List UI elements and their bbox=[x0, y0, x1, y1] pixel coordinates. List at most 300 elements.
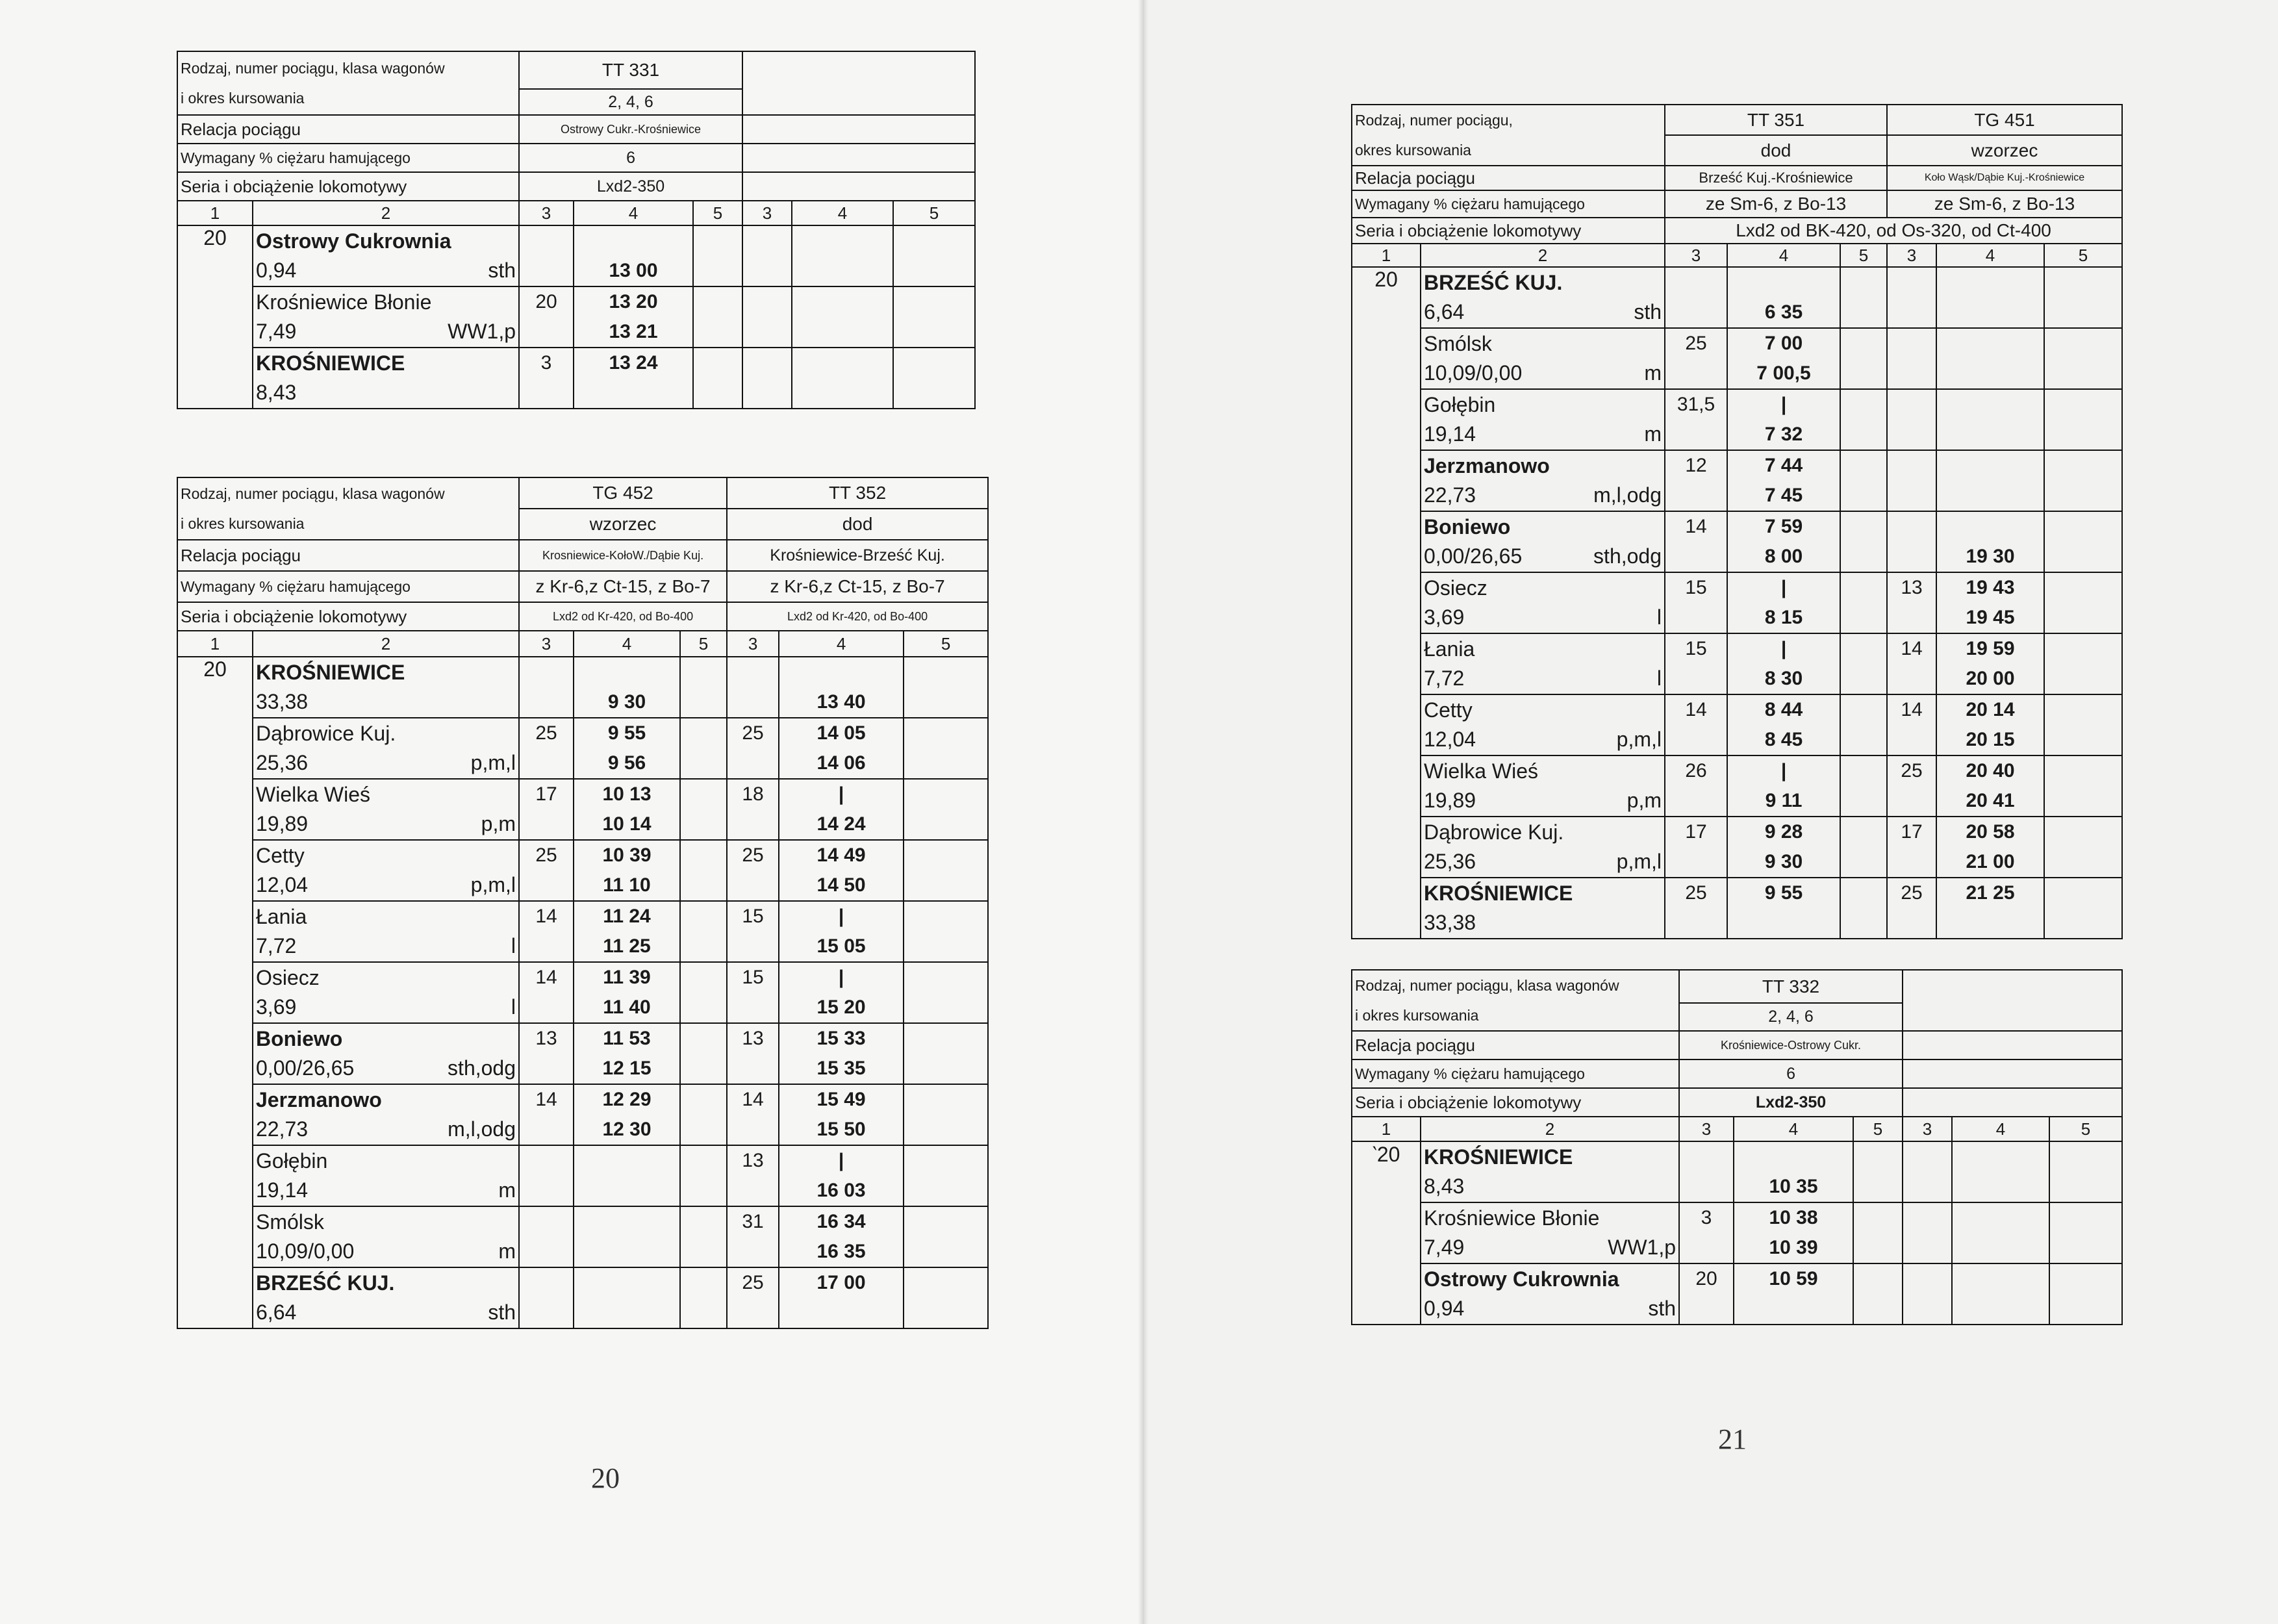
train-number-b: TT 352 bbox=[727, 477, 988, 509]
speed-value: 15 bbox=[1685, 638, 1707, 659]
arrival-time: 21 25 bbox=[1966, 882, 2015, 904]
col-number: 5 bbox=[893, 201, 975, 225]
arrival-time: 10 39 bbox=[602, 844, 652, 866]
station-km: 6,64 bbox=[256, 1300, 297, 1324]
arrival-time: 15 49 bbox=[816, 1089, 866, 1110]
speed-value: 3 bbox=[1701, 1207, 1712, 1228]
time-cell bbox=[574, 962, 680, 1023]
station-km: 19,14 bbox=[1424, 422, 1476, 446]
table-row bbox=[1352, 328, 2122, 389]
departure-time: 14 06 bbox=[816, 752, 866, 774]
time-cell bbox=[1936, 511, 2044, 572]
col-number: 3 bbox=[1887, 244, 1936, 267]
empty-col5 bbox=[680, 718, 727, 779]
speed-cell bbox=[1887, 267, 1936, 328]
departure-time: 20 41 bbox=[1966, 790, 2015, 811]
speed-value bbox=[730, 657, 776, 687]
station-cell bbox=[1421, 1141, 1679, 1202]
col-number: 3 bbox=[519, 631, 574, 657]
table-row bbox=[1352, 817, 2122, 878]
speed-value bbox=[1890, 329, 1933, 359]
arrival-time: 7 00 bbox=[1764, 333, 1803, 354]
station-km-line bbox=[1424, 846, 1662, 876]
departure-time: 8 00 bbox=[1764, 546, 1803, 567]
empty-col5 bbox=[1840, 511, 1887, 572]
time-cell bbox=[779, 779, 904, 840]
station-code: p,m bbox=[481, 812, 516, 835]
empty-col5 bbox=[904, 779, 988, 840]
station-km: 19,89 bbox=[256, 812, 309, 835]
empty-cell bbox=[893, 286, 975, 348]
station-name: Dąbrowice Kuj. bbox=[1424, 820, 1564, 844]
empty-col5 bbox=[1840, 694, 1887, 755]
empty-cell bbox=[792, 286, 893, 348]
departure-time: 8 45 bbox=[1764, 729, 1803, 750]
arrival-time: 20 40 bbox=[1966, 760, 2015, 781]
station-km-line bbox=[1424, 541, 1662, 571]
time-cell bbox=[574, 348, 693, 409]
speed-value bbox=[1890, 268, 1933, 298]
speed-value bbox=[1890, 512, 1933, 542]
time-cell bbox=[779, 718, 904, 779]
speed-value: 13 bbox=[742, 1028, 764, 1049]
arrival-time: 9 55 bbox=[1764, 882, 1803, 904]
station-km: 19,89 bbox=[1424, 789, 1476, 812]
speed-value: 12 bbox=[1685, 455, 1707, 476]
col-number: 2 bbox=[253, 631, 519, 657]
empty-cell bbox=[742, 115, 975, 144]
departure-time: 7 32 bbox=[1764, 424, 1803, 445]
arrival-time: 8 44 bbox=[1764, 699, 1803, 720]
station-name: Gołębin bbox=[256, 1149, 328, 1173]
time-cell bbox=[574, 1267, 680, 1328]
station-km-line bbox=[256, 809, 516, 839]
station-cell bbox=[253, 1145, 519, 1206]
time-cell bbox=[574, 840, 680, 901]
departure-time: 13 00 bbox=[609, 260, 658, 281]
train-brake-a: z Kr-6,z Ct-15, z Bo-7 bbox=[519, 571, 727, 602]
departure-time: 7 45 bbox=[1764, 485, 1803, 506]
departure-time: 9 30 bbox=[1764, 851, 1803, 872]
station-km-line bbox=[256, 1236, 516, 1266]
arrival-time: 15 33 bbox=[816, 1028, 866, 1049]
station-km-line bbox=[256, 1114, 516, 1144]
arrival-time: 11 53 bbox=[603, 1028, 651, 1049]
station-name: Smólsk bbox=[256, 1210, 324, 1234]
empty-col5 bbox=[2044, 694, 2122, 755]
table-row bbox=[1352, 755, 2122, 817]
station-km-line bbox=[256, 255, 516, 285]
empty-col5 bbox=[693, 225, 742, 286]
departure-time: 15 35 bbox=[816, 1058, 866, 1079]
header-brake-label: Wymagany % ciężaru hamującego bbox=[177, 144, 519, 172]
empty-col5 bbox=[904, 1023, 988, 1084]
table-row bbox=[177, 225, 975, 286]
time-cell bbox=[1727, 633, 1840, 694]
time-cell bbox=[779, 901, 904, 962]
time-cell bbox=[574, 779, 680, 840]
station-km: 12,04 bbox=[1424, 728, 1476, 751]
station-name: BRZEŚĆ KUJ. bbox=[1424, 271, 1563, 294]
departure-time: 19 45 bbox=[1966, 607, 2015, 628]
station-name: Jerzmanowo bbox=[1424, 454, 1550, 477]
speed-value: 25 bbox=[742, 1272, 764, 1293]
departure-time: 14 50 bbox=[816, 874, 866, 896]
station-km: 19,14 bbox=[256, 1178, 309, 1202]
col-number: 4 bbox=[1734, 1117, 1853, 1141]
station-name: Wielka Wieś bbox=[1424, 759, 1539, 783]
station-code: sth,odg bbox=[1593, 544, 1662, 568]
speed-cell bbox=[1665, 817, 1727, 878]
timetable-tt331 bbox=[177, 51, 976, 409]
km-group: 20 bbox=[177, 657, 253, 1328]
arrival-time: 14 49 bbox=[816, 844, 866, 866]
table-row bbox=[177, 840, 988, 901]
empty-cell bbox=[742, 144, 975, 172]
header-relation-label: Relacja pociągu bbox=[1352, 166, 1665, 190]
station-code: p,m,l bbox=[1616, 728, 1662, 751]
speed-cell bbox=[519, 718, 574, 779]
speed-value bbox=[1682, 1142, 1730, 1172]
time-cell bbox=[574, 1145, 680, 1206]
speed-value: 14 bbox=[1685, 516, 1707, 537]
speed-value: 13 bbox=[1901, 577, 1923, 598]
speed-cell bbox=[727, 1145, 779, 1206]
train-number-a: TG 452 bbox=[519, 477, 727, 509]
train-loco: Lxd2 od BK-420, od Os-320, od Ct-400 bbox=[1665, 218, 2122, 244]
arrival-time: 11 39 bbox=[603, 967, 651, 988]
speed-cell bbox=[519, 901, 574, 962]
page-number-left: 20 bbox=[591, 1462, 620, 1494]
station-name: KROŚNIEWICE bbox=[1424, 1145, 1573, 1169]
station-km-line bbox=[1424, 907, 1662, 937]
empty-col5 bbox=[1853, 1263, 1903, 1325]
arrival-time: 17 00 bbox=[816, 1272, 866, 1293]
time-cell bbox=[574, 1206, 680, 1267]
station-name: Łania bbox=[1424, 637, 1475, 661]
empty-cell bbox=[742, 286, 792, 348]
speed-cell bbox=[1665, 511, 1727, 572]
departure-time: 14 24 bbox=[816, 813, 866, 835]
empty-cell bbox=[1903, 1141, 1952, 1202]
speed-cell bbox=[519, 1084, 574, 1145]
departure-time bbox=[1737, 1294, 1850, 1324]
col-number: 4 bbox=[779, 631, 904, 657]
station-cell bbox=[1421, 328, 1665, 389]
empty-col5 bbox=[680, 1145, 727, 1206]
station-km: 25,36 bbox=[1424, 850, 1476, 873]
station-km: 22,73 bbox=[1424, 483, 1476, 507]
km-group: 20 bbox=[177, 225, 253, 409]
station-cell bbox=[253, 657, 519, 718]
station-code: m bbox=[1644, 422, 1662, 446]
time-cell bbox=[779, 962, 904, 1023]
arrival-time: 12 29 bbox=[602, 1089, 652, 1110]
speed-cell bbox=[519, 962, 574, 1023]
header-relation-label: Relacja pociągu bbox=[177, 115, 519, 144]
station-km: 33,38 bbox=[1424, 911, 1476, 934]
station-cell bbox=[253, 901, 519, 962]
time-cell bbox=[1936, 878, 2044, 939]
arrival-time bbox=[1940, 512, 2041, 542]
empty-col5 bbox=[1840, 389, 1887, 450]
speed-cell bbox=[1887, 511, 1936, 572]
time-cell bbox=[1734, 1263, 1853, 1325]
speed-cell bbox=[1679, 1263, 1734, 1325]
empty-col5 bbox=[904, 962, 988, 1023]
speed-cell bbox=[1887, 817, 1936, 878]
speed-value bbox=[1890, 451, 1933, 481]
time-cell bbox=[1936, 572, 2044, 633]
empty-col5 bbox=[1840, 267, 1887, 328]
train-period: 2, 4, 6 bbox=[1679, 1003, 1903, 1031]
time-cell bbox=[1727, 389, 1840, 450]
speed-value: 13 bbox=[742, 1150, 764, 1171]
speed-cell bbox=[1665, 694, 1727, 755]
col-number: 4 bbox=[1952, 1117, 2049, 1141]
arrival-time: | bbox=[1780, 760, 1787, 781]
speed-value: 14 bbox=[1901, 638, 1923, 659]
station-km: 7,72 bbox=[1424, 666, 1465, 690]
empty-cell bbox=[1903, 1059, 2122, 1088]
timetable-tg452-tt352 bbox=[177, 477, 989, 1329]
station-cell bbox=[253, 718, 519, 779]
empty-col5 bbox=[904, 901, 988, 962]
station-cell bbox=[1421, 511, 1665, 572]
departure-time bbox=[782, 1298, 900, 1328]
train-relation-b: Koło Wąsk/Dąbie Kuj.-Krośniewice bbox=[1887, 166, 2122, 190]
station-cell bbox=[1421, 572, 1665, 633]
empty-cell bbox=[1952, 1202, 2049, 1263]
speed-value: 15 bbox=[1685, 577, 1707, 598]
departure-time bbox=[1940, 420, 2041, 450]
train-relation: Ostrowy Cukr.-Krośniewice bbox=[519, 115, 742, 144]
speed-cell bbox=[1887, 755, 1936, 817]
empty-col5 bbox=[2044, 878, 2122, 939]
departure-time: 13 40 bbox=[816, 691, 866, 713]
departure-time: 16 03 bbox=[816, 1180, 866, 1201]
empty-cell bbox=[1952, 1263, 2049, 1325]
table-row bbox=[1352, 572, 2122, 633]
speed-cell bbox=[519, 348, 574, 409]
empty-col5 bbox=[680, 657, 727, 718]
station-km-line bbox=[256, 377, 516, 407]
empty-cell bbox=[1903, 1088, 2122, 1117]
train-brake-b: ze Sm-6, z Bo-13 bbox=[1887, 190, 2122, 218]
departure-time: 19 30 bbox=[1966, 546, 2015, 567]
empty-col5 bbox=[680, 1206, 727, 1267]
col-number: 5 bbox=[1853, 1117, 1903, 1141]
time-cell bbox=[1936, 389, 2044, 450]
arrival-time: 7 44 bbox=[1764, 455, 1803, 476]
empty-col5 bbox=[2044, 389, 2122, 450]
arrival-time: 13 24 bbox=[609, 352, 658, 374]
station-km: 0,94 bbox=[1424, 1297, 1465, 1320]
station-code: sth bbox=[488, 1300, 516, 1324]
speed-cell bbox=[727, 657, 779, 718]
speed-value: 20 bbox=[535, 291, 557, 312]
train-relation-a: Brześć Kuj.-Krośniewice bbox=[1665, 166, 1887, 190]
speed-cell bbox=[519, 225, 574, 286]
station-km-line bbox=[1424, 1171, 1676, 1201]
empty-col5 bbox=[904, 1084, 988, 1145]
station-km: 0,94 bbox=[256, 259, 297, 282]
speed-value bbox=[522, 226, 570, 256]
station-name: Dąbrowice Kuj. bbox=[256, 722, 396, 745]
speed-cell bbox=[727, 840, 779, 901]
station-code: sth bbox=[488, 259, 516, 282]
train-loco-b: Lxd2 od Kr-420, od Bo-400 bbox=[727, 602, 988, 631]
speed-cell bbox=[1887, 572, 1936, 633]
arrival-time: | bbox=[1780, 638, 1787, 659]
station-km: 3,69 bbox=[1424, 605, 1465, 629]
speed-value bbox=[522, 1207, 570, 1237]
empty-cell bbox=[792, 348, 893, 409]
train-number-b: TG 451 bbox=[1887, 105, 2122, 135]
station-km-line bbox=[256, 931, 516, 961]
station-km-line bbox=[256, 870, 516, 900]
speed-cell bbox=[727, 1267, 779, 1328]
station-name: Krośniewice Błonie bbox=[256, 290, 432, 314]
empty-col5 bbox=[693, 286, 742, 348]
station-km-line bbox=[1424, 785, 1662, 815]
empty-cell bbox=[1903, 1263, 1952, 1325]
time-cell bbox=[574, 1084, 680, 1145]
speed-cell bbox=[727, 1023, 779, 1084]
empty-col5 bbox=[680, 779, 727, 840]
station-km-line bbox=[256, 992, 516, 1022]
col-number: 4 bbox=[574, 201, 693, 225]
page-number-right: 21 bbox=[1718, 1423, 1747, 1455]
speed-value bbox=[522, 657, 570, 687]
col-number: 5 bbox=[2044, 244, 2122, 267]
time-cell bbox=[1727, 755, 1840, 817]
table-row bbox=[177, 286, 975, 348]
table-row bbox=[1352, 1141, 2122, 1202]
empty-col5 bbox=[680, 1267, 727, 1328]
station-code: p,m,l bbox=[470, 873, 516, 896]
header-relation-label: Relacja pociągu bbox=[1352, 1031, 1679, 1059]
station-km-line bbox=[256, 316, 516, 346]
departure-time: 21 00 bbox=[1966, 851, 2015, 872]
station-cell bbox=[1421, 389, 1665, 450]
time-cell bbox=[1727, 817, 1840, 878]
col-number: 5 bbox=[1840, 244, 1887, 267]
speed-cell bbox=[519, 840, 574, 901]
book-gutter bbox=[1138, 0, 1148, 1624]
time-cell bbox=[1936, 328, 2044, 389]
col-number: 3 bbox=[519, 201, 574, 225]
col-number: 5 bbox=[904, 631, 988, 657]
speed-cell bbox=[1887, 694, 1936, 755]
arrival-time bbox=[577, 1146, 677, 1176]
station-km-line bbox=[256, 1297, 516, 1327]
speed-value: 20 bbox=[1695, 1268, 1717, 1289]
station-code: sth,odg bbox=[448, 1056, 516, 1080]
station-name: Cetty bbox=[256, 844, 305, 867]
station-cell bbox=[253, 225, 519, 286]
arrival-time: 10 13 bbox=[602, 783, 652, 805]
speed-value: 25 bbox=[535, 722, 557, 744]
departure-time: 7 00,5 bbox=[1756, 362, 1811, 384]
station-km: 8,43 bbox=[1424, 1174, 1465, 1198]
departure-time bbox=[577, 378, 690, 408]
time-cell bbox=[1734, 1202, 1853, 1263]
departure-time: 10 35 bbox=[1769, 1176, 1818, 1197]
speed-cell bbox=[1887, 878, 1936, 939]
station-cell bbox=[253, 286, 519, 348]
departure-time: 8 30 bbox=[1764, 668, 1803, 689]
table-row bbox=[1352, 1263, 2122, 1325]
time-cell bbox=[1727, 450, 1840, 511]
arrival-time: | bbox=[838, 1150, 844, 1171]
arrival-time bbox=[1940, 451, 2041, 481]
speed-cell bbox=[727, 901, 779, 962]
arrival-time: 7 59 bbox=[1764, 516, 1803, 537]
speed-value: 25 bbox=[1901, 882, 1923, 904]
header-brake-label: Wymagany % ciężaru hamującego bbox=[1352, 1059, 1679, 1088]
arrival-time: 13 20 bbox=[609, 291, 658, 312]
arrival-time bbox=[577, 1268, 677, 1298]
time-cell bbox=[1936, 694, 2044, 755]
empty-cell bbox=[742, 225, 792, 286]
departure-time: 10 14 bbox=[602, 813, 652, 835]
station-name: Osiecz bbox=[1424, 576, 1487, 600]
empty-col5 bbox=[904, 1267, 988, 1328]
station-code: m bbox=[1644, 361, 1662, 385]
departure-time bbox=[1940, 298, 2041, 327]
table-row bbox=[1352, 450, 2122, 511]
empty-col5 bbox=[904, 718, 988, 779]
col-number: 5 bbox=[680, 631, 727, 657]
speed-cell bbox=[519, 1145, 574, 1206]
departure-time: 16 35 bbox=[816, 1241, 866, 1262]
empty-cell bbox=[2049, 1263, 2122, 1325]
station-name: Łania bbox=[256, 905, 307, 928]
departure-time bbox=[577, 1298, 677, 1328]
empty-col5 bbox=[1853, 1202, 1903, 1263]
station-name: BRZEŚĆ KUJ. bbox=[256, 1271, 395, 1295]
speed-cell bbox=[1887, 389, 1936, 450]
station-km: 12,04 bbox=[256, 873, 309, 896]
train-relation: Krośniewice-Ostrowy Cukr. bbox=[1679, 1031, 1903, 1059]
station-cell bbox=[253, 348, 519, 409]
table-row bbox=[177, 348, 975, 409]
empty-cell bbox=[792, 225, 893, 286]
train-relation-b: Krośniewice-Brześć Kuj. bbox=[727, 540, 988, 571]
arrival-time: 14 05 bbox=[816, 722, 866, 744]
arrival-time: 20 58 bbox=[1966, 821, 2015, 843]
speed-cell bbox=[519, 779, 574, 840]
train-number-a: TT 351 bbox=[1665, 105, 1887, 135]
station-name: KROŚNIEWICE bbox=[1424, 882, 1573, 905]
speed-value: 31,5 bbox=[1677, 394, 1715, 415]
speed-value: 14 bbox=[1901, 699, 1923, 720]
time-cell bbox=[574, 901, 680, 962]
arrival-time: | bbox=[838, 967, 844, 988]
speed-value: 17 bbox=[1901, 821, 1923, 843]
departure-time bbox=[1940, 908, 2041, 938]
time-cell bbox=[1936, 817, 2044, 878]
time-cell bbox=[1727, 267, 1840, 328]
header-loco-label: Seria i obciążenie lokomotywy bbox=[177, 602, 519, 631]
station-name: Boniewo bbox=[256, 1027, 343, 1050]
arrival-time bbox=[1940, 329, 2041, 359]
header-loco-label: Seria i obciążenie lokomotywy bbox=[1352, 218, 1665, 244]
station-km-line bbox=[1424, 480, 1662, 510]
departure-time: 15 50 bbox=[816, 1119, 866, 1140]
arrival-time bbox=[577, 1207, 677, 1237]
